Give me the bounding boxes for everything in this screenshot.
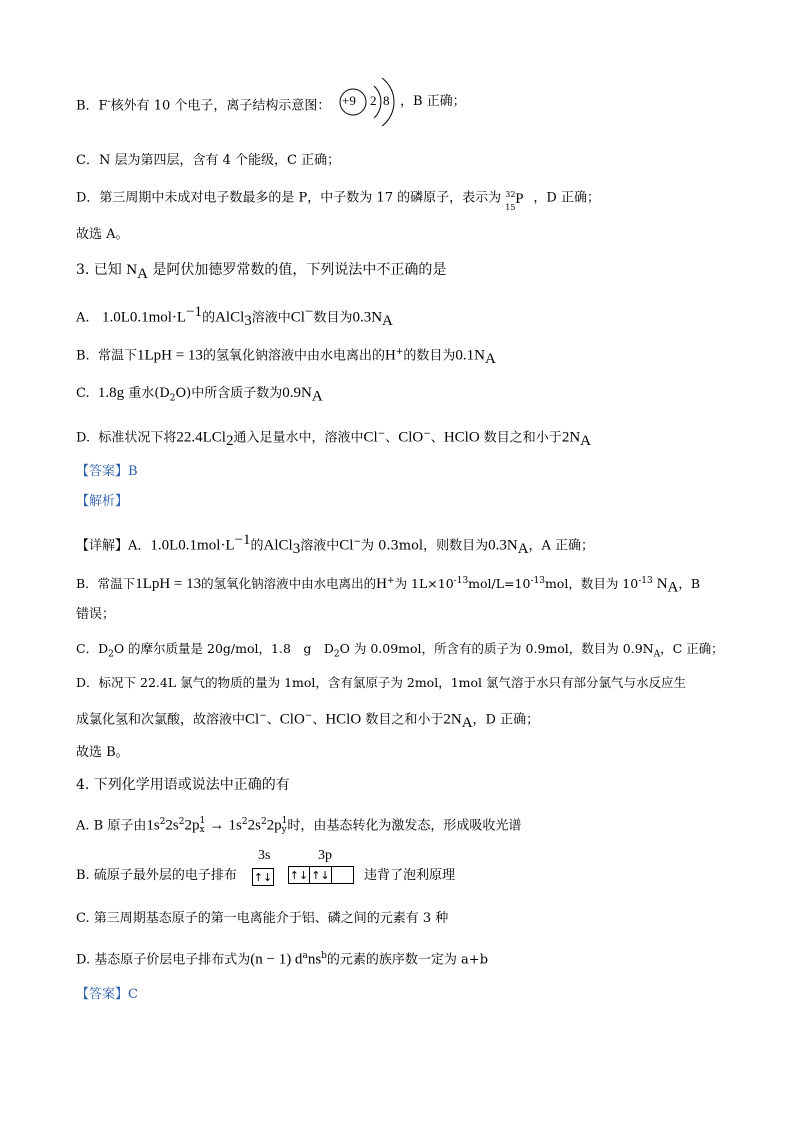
orbital-box-3p-group [288, 866, 354, 884]
q3-option-b [76, 342, 496, 369]
math: 22.4LCl [176, 429, 226, 446]
nucleus-charge: +9 [342, 93, 356, 108]
sup: + [395, 347, 404, 357]
text: 数目之和小于 [483, 430, 562, 446]
sup: a [302, 951, 308, 961]
math: H [384, 347, 396, 364]
line-b-suffix [400, 92, 466, 112]
sub: 3 [292, 540, 301, 557]
sup: − [377, 429, 386, 439]
label: D. [76, 430, 91, 446]
math: ns [307, 951, 322, 968]
text: 重水(D [128, 386, 170, 401]
q4-option-b-suffix: 违背了泡利原理 [364, 868, 456, 883]
math: 1s [146, 817, 160, 834]
text: B．常温下 [76, 576, 136, 592]
text: 的数目为 [403, 348, 456, 364]
orbital-label-3p: 3p [318, 848, 332, 863]
text: 是阿伏加德罗常数的值，下列说法中不正确的是 [152, 262, 447, 278]
q4-option-d [76, 946, 488, 970]
mass-number: 32 [505, 190, 516, 199]
label: B. [76, 348, 90, 364]
text: 核外有 10 个电子，离子结构示意图： [110, 98, 331, 114]
orbital-box-3s: ↑↓ [252, 868, 274, 886]
na-sub: A [137, 265, 148, 282]
math: 0.1N [455, 347, 485, 364]
sup: − [259, 711, 267, 721]
text: 通入足量水中，溶液中 [233, 430, 364, 446]
math: 2p [266, 817, 282, 834]
nuclide-notation [505, 188, 529, 212]
text: 的 [250, 538, 264, 554]
orbital-box-3s-group [252, 866, 274, 886]
math: ClO [398, 429, 424, 446]
text: 的氢氧化钠溶液中由水电离出的 [201, 576, 377, 592]
detail-c [76, 639, 724, 665]
text: mol，数目为 10 [544, 576, 639, 592]
math: Cl [363, 429, 378, 446]
label: A. [76, 310, 90, 326]
text: ，C 正确； [660, 641, 724, 656]
sub: A [653, 649, 661, 660]
sup: − [304, 711, 313, 721]
charge: - [107, 97, 111, 107]
exponent: -13 [530, 576, 545, 586]
text: D．第三周期中未成对电子数最多的是 P，中子数为 17 的磷原子，表示为 [76, 190, 502, 206]
text: 为 0.3mol，则数目为 [360, 538, 489, 554]
exponent: -13 [638, 576, 653, 586]
sup: − [423, 429, 431, 439]
line-c: C．N 层为第四层，含有 4 个能级，C 正确； [76, 153, 341, 168]
sup: + [387, 576, 395, 586]
text: 数目之和小于 [365, 712, 444, 728]
detail-b-cont: 错误； [76, 607, 116, 622]
q3-stem [76, 260, 446, 284]
sup: − [353, 537, 361, 547]
sup: −1 [186, 304, 203, 320]
q3-option-a [76, 302, 393, 331]
math: AlCl [263, 537, 293, 554]
text: 、 [312, 712, 326, 728]
text: ，A 正确； [528, 538, 595, 554]
text: B. 硫原子最外层的电子排布 [76, 868, 237, 883]
math: Cl [290, 309, 305, 326]
ion-structure-diagram [338, 74, 398, 130]
sub: 2 [108, 649, 114, 660]
na-symbol: N [126, 262, 138, 278]
text: O 的摩尔质量是 20g/mol，1.8 g D [113, 641, 334, 656]
math: H [376, 576, 388, 593]
math: 1LpH = 13 [136, 347, 203, 364]
math: 2s [247, 817, 261, 834]
text: D. 基态原子价层电子排布式为 [76, 952, 251, 968]
sup: 2 [241, 817, 248, 827]
text: mol/L=10 [468, 576, 531, 592]
text: 、 [430, 430, 444, 446]
math: 0.3N [352, 309, 383, 326]
text: 为 1L×10 [394, 576, 454, 592]
math: N [656, 576, 668, 593]
line-b-ion-structure [76, 92, 330, 116]
math: AlCl [215, 309, 245, 326]
text: ，D 正确； [533, 190, 600, 206]
orbital-box-3p-2: ↑↓ [310, 866, 332, 884]
q4-stem: 4. 下列化学用语或说法中正确的有 [76, 777, 290, 793]
sub: A [517, 540, 529, 557]
math: 0.3N [488, 537, 518, 554]
text: ，D 正确； [472, 712, 540, 728]
sub: 2 [225, 432, 234, 449]
text: ，B [678, 576, 701, 592]
sub: A [311, 388, 323, 405]
text: 成氯化氢和次氯酸，故溶液中 [76, 712, 246, 728]
text: O 为 0.09mol，所含有的质子为 0.9mol，数目为 0.9N [339, 641, 654, 656]
text: 的 [202, 310, 216, 326]
text: 【详解】A． [76, 538, 151, 554]
text: C．D [76, 641, 109, 656]
q4-option-a [76, 812, 521, 836]
math: HClO [325, 711, 362, 728]
sub: A [461, 714, 473, 731]
orbital-label-3s: 3s [258, 848, 271, 863]
text: 溶液中 [251, 310, 291, 326]
answer-4: 【答案】C [76, 987, 138, 1002]
sub: A [667, 579, 679, 596]
detail-d: D．标况下 22.4L 氯气的物质的量为 1mol，含有氯原子为 2mol，1mol 氯气溶于水只有部分氯气与水反应生 [76, 675, 687, 690]
text: 数目为 [313, 310, 353, 326]
text: 溶液中 [300, 538, 340, 554]
sub: 2 [169, 393, 176, 404]
math: 2N [561, 429, 581, 446]
sup: − [304, 304, 314, 320]
math: Cl [339, 537, 354, 554]
text: 时，由基态转化为激发态，形成吸收光谱 [287, 818, 522, 834]
exponent: -13 [453, 576, 469, 586]
choose-a: 故选 A。 [76, 227, 129, 242]
math: 2p [184, 817, 200, 834]
math: (n − 1) d [250, 951, 303, 968]
text: A. B 原子由 [76, 818, 147, 834]
text: O)中所含质子数为 [175, 386, 283, 401]
math: HClO [443, 429, 480, 446]
text: 、 [266, 712, 280, 728]
math: Cl [245, 711, 260, 728]
sup: 2 [260, 817, 267, 827]
math: 0.9N [282, 385, 312, 401]
orbital-scripts: 1 y [281, 815, 288, 835]
math: 1.8g [97, 385, 125, 401]
shell-1-count: 2 [370, 93, 377, 108]
detail-b [76, 571, 700, 598]
shell-2-count: 8 [383, 93, 390, 108]
choose-b: 故选 B。 [76, 745, 129, 760]
math: 1LpH = 13 [135, 576, 202, 593]
q4-option-b [76, 866, 237, 886]
sup: −1 [234, 532, 251, 548]
atomic-number: 15 [505, 203, 516, 212]
math: ClO [279, 711, 305, 728]
text: 的氢氧化钠溶液中由水电离出的 [202, 348, 385, 364]
text: 3. 已知 [76, 262, 122, 278]
sub: 2 [333, 649, 340, 660]
sup: 2 [159, 817, 166, 827]
q4-option-c: C. 第三周期基态原子的第一电离能介于铝、磷之间的元素有 3 种 [76, 911, 449, 926]
text: 的元素的族序数一定为 a+b [326, 952, 489, 968]
orbital-box-3p-1: ↑↓ [288, 866, 310, 884]
sub: A [484, 350, 496, 367]
orbital-box-3p-3 [332, 866, 354, 884]
math: 2s [165, 817, 179, 834]
math: 1.0L0.1mol·L [101, 309, 187, 326]
answer-3: 【答案】B [76, 464, 138, 479]
math: 1.0L0.1mol·L [150, 537, 235, 554]
text: B．F [76, 98, 108, 114]
label: C. [76, 386, 90, 401]
element-symbol: P [515, 191, 524, 207]
text: 常温下 [97, 348, 137, 364]
text: ，B 正确； [400, 94, 466, 109]
sub: A [580, 432, 591, 449]
text: 标准状况下将 [98, 430, 177, 446]
detail-a [76, 530, 594, 559]
math: 1s [228, 817, 242, 834]
line-d [76, 188, 600, 212]
math: 2N [443, 711, 462, 728]
detail-d-cont [76, 706, 539, 733]
sup: b [321, 951, 327, 961]
sub: A [382, 312, 393, 329]
sub: 3 [244, 312, 252, 329]
text: 、 [385, 430, 399, 446]
orbital-scripts: 1 x [199, 815, 206, 835]
analysis-3: 【解析】 [76, 494, 129, 509]
sup: 2 [178, 817, 185, 827]
q3-option-d [76, 424, 591, 451]
q3-option-c [76, 383, 323, 409]
arrow: → [209, 817, 225, 834]
